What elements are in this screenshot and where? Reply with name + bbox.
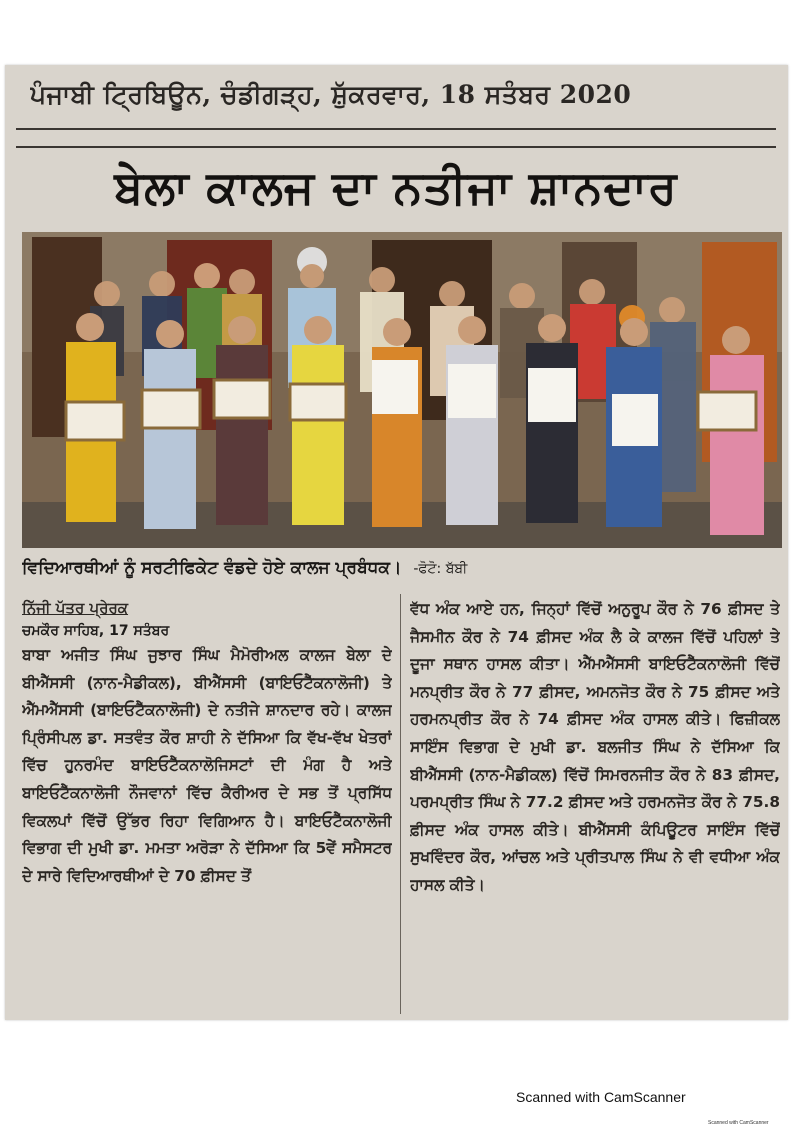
group-photo <box>22 232 782 548</box>
article-byline: ਨਿੱਜੀ ਪੱਤਰ ਪ੍ਰੇਰਕ <box>22 599 129 617</box>
photo-caption-text: ਵਿਦਿਆਰਥੀਆਂ ਨੂੰ ਸਰਟੀਫਿਕੇਟ ਵੰਡਦੇ ਹੋਏ ਕਾਲਜ ਪ੍ਰਬੰਧਕ। <box>22 558 402 578</box>
scanner-watermark: Scanned with CamScanner <box>516 1089 686 1105</box>
article-body-left: ਬਾਬਾ ਅਜੀਤ ਸਿੰਘ ਜੁਝਾਰ ਸਿੰਘ ਮੈਮੋਰੀਅਲ ਕਾਲਜ ਬੇਲਾ ਦੇ ਬੀਐੱਸਸੀ (ਨਾਨ-ਮੈਡੀਕਲ), ਬੀਐੱਸਸੀ (ਬਾਇਓਟੈੱਕਨਾਲੋਜੀ) ਤੇ ਐੱਮਐੱਸਸੀ (ਬਾਇਓਟੈੱਕਨਾਲੋਜੀ) ਦੇ ਨਤੀਜੇ ਸ਼ਾਨਦਾਰ ਰਹੇ। ਕਾਲਜ ਪ੍ਰਿੰਸੀਪਲ ਡਾ. ਸਤਵੰਤ ਕੌਰ ਸ਼ਾਹੀ ਨੇ ਦੱਸਿਆ ਕਿ ਵੱਖ-ਵੱਖ ਖੇਤਰਾਂ ਵਿੱਚ ਹੁਨਰਮੰਦ ਬਾਇਓਟੈੱਕਨਾਲੋਜਿਸਟਾਂ ਦੀ ਮੰਗ ਹੈ ਅਤੇ ਬਾਇਓਟੈੱਕਨਾਲੋਜੀ ਨੌਜਵਾਨਾਂ ਵਿੱਚ ਕੈਰੀਅਰ ਦੇ ਸਭ ਤੋਂ ਪ੍ਰਸਿੱਧ ਵਿਕਲਪਾਂ ਵਿੱਚੋਂ ਉੱਭਰ ਰਿਹਾ ਵਿਗਿਆਨ ਹੈ। ਬਾਇਓਟੈੱਕਨਾਲੋਜੀ ਵਿਭਾਗ ਦੀ ਮੁਖੀ ਡਾ. ਮਮਤਾ ਅਰੋੜਾ ਨੇ ਦੱਸਿਆ ਕਿ 5ਵੇਂ ਸਮੈਸਟਰ ਦੇ ਸਾਰੇ ਵਿਦਿਆਰਥੀਆਂ ਦੇ 70 ਫ਼ੀਸਦ ਤੋਂ <box>22 646 392 885</box>
article-headline: ਬੇਲਾ ਕਾਲਜ ਦਾ ਨਤੀਜਾ ਸ਼ਾਨਦਾਰ <box>114 160 678 214</box>
photo-caption <box>22 554 782 582</box>
scanner-watermark-small: Scanned with CamScanner <box>708 1120 769 1126</box>
article-body-right: ਵੱਧ ਅੰਕ ਆਏ ਹਨ, ਜਿਨ੍ਹਾਂ ਵਿੱਚੋਂ ਅਨੁਰੂਪ ਕੌਰ ਨੇ 76 ਫ਼ੀਸਦ ਤੇ ਜੈਸਮੀਨ ਕੌਰ ਨੇ 74 ਫ਼ੀਸਦ ਅੰਕ ਲੈ ਕੇ ਕਾਲਜ ਵਿੱਚੋਂ ਪਹਿਲਾਂ ਤੇ ਦੂਜਾ ਸਥਾਨ ਹਾਸਲ ਕੀਤਾ। ਐੱਮਐੱਸਸੀ ਬਾਇਓਟੈੱਕਨਾਲੋਜੀ ਵਿੱਚੋਂ ਮਨਪ੍ਰੀਤ ਕੌਰ ਨੇ 77 ਫ਼ੀਸਦ, ਅਮਨਜੋਤ ਕੌਰ ਨੇ 75 ਫ਼ੀਸਦ ਅਤੇ ਹਰਮਨਪ੍ਰੀਤ ਕੌਰ ਨੇ 74 ਫ਼ੀਸਦ ਅੰਕ ਹਾਸਲ ਕੀਤੇ। ਫਿਜ਼ੀਕਲ ਸਾਇੰਸ ਵਿਭਾਗ ਦੇ ਮੁਖੀ ਡਾ. ਬਲਜੀਤ ਸਿੰਘ ਨੇ ਦੱਸਿਆ ਕਿ ਬੀਐੱਸਸੀ (ਨਾਨ-ਮੈਡੀਕਲ) ਵਿੱਚੋਂ ਸਿਮਰਨਜੀਤ ਕੌਰ ਨੇ 83 ਫ਼ੀਸਦ, ਪਰਮਪ੍ਰੀਤ ਸਿੰਘ ਨੇ 77.2 ਫ਼ੀਸਦ ਅਤੇ ਹਰਮਨਜੋਤ ਕੌਰ ਨੇ 75.8 ਫ਼ੀਸਦ ਅੰਕ ਹਾਸਲ ਕੀਤੇ। ਬੀਐੱਸਸੀ ਕੰਪਿਊਟਰ ਸਾਇੰਸ ਵਿੱਚੋਂ ਸੁਖਵਿੰਦਰ ਕੌਰ, ਆਂਚਲ ਅਤੇ ਪ੍ਰੀਤਪਾਲ ਸਿੰਘ ਨੇ ਵੀ ਵਧੀਆ ਅੰਕ ਹਾਸਲ ਕੀਤੇ। <box>410 600 780 894</box>
column-divider <box>400 594 401 1014</box>
article-dateline: ਚਮਕੌਰ ਸਾਹਿਬ, 17 ਸਤੰਬਰ <box>22 623 170 639</box>
headline-top-rule <box>16 146 776 148</box>
group-photo-illustration <box>22 232 782 548</box>
masthead-rule <box>16 128 776 130</box>
photo-credit: -ਫੋਟੋ: ਬੱਬੀ <box>413 561 468 577</box>
article-column-right <box>410 596 780 1016</box>
newspaper-masthead: ਪੰਜਾਬੀ ਟ੍ਰਿਬਿਊਨ, ਚੰਡੀਗੜ੍ਹ, ਸ਼ੁੱਕਰਵਾਰ, 18 ਸਤੰਬਰ 2020 <box>30 80 632 109</box>
article-column-left <box>22 596 392 1016</box>
